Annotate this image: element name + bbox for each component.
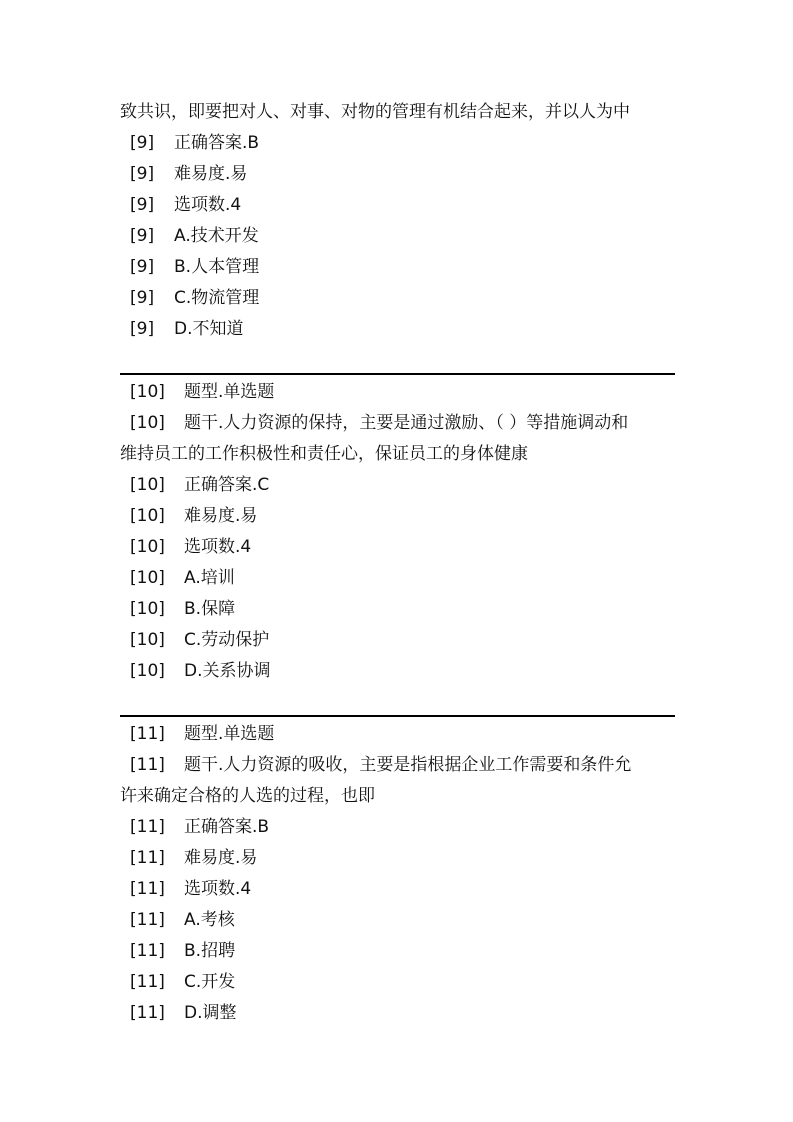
question-number: [11]	[130, 724, 165, 744]
stem-row	[120, 408, 675, 439]
question-number: [11]	[130, 817, 165, 837]
question-number: [10]	[130, 537, 165, 557]
question-number: [10]	[130, 599, 165, 619]
option-a-row	[120, 905, 675, 936]
type-row	[120, 377, 675, 408]
option-d-row	[120, 314, 675, 345]
option-count-row	[120, 532, 675, 563]
option-b: B.人本管理	[174, 257, 260, 277]
difficulty-row	[120, 159, 675, 190]
difficulty-row	[120, 501, 675, 532]
question-number: [10]	[130, 413, 165, 433]
question-number: [11]	[130, 910, 165, 930]
section-divider	[120, 715, 675, 717]
type-row	[120, 719, 675, 750]
option-count: 选项数.4	[184, 537, 252, 557]
question-number: [10]	[130, 568, 165, 588]
option-d: D.调整	[184, 1003, 237, 1023]
question-type: 题型.单选题	[184, 382, 275, 402]
question-type: 题型.单选题	[184, 724, 275, 744]
correct-answer: 正确答案.B	[174, 133, 260, 153]
question-number: [10]	[130, 382, 165, 402]
question-9	[120, 128, 675, 345]
answer-row	[120, 812, 675, 843]
question-11	[120, 719, 675, 1029]
option-a: A.培训	[184, 568, 235, 588]
option-c: C.劳动保护	[184, 630, 270, 650]
option-d: D.不知道	[174, 319, 244, 339]
option-a-row	[120, 221, 675, 252]
question-number: [9]	[130, 226, 155, 246]
option-a: A.考核	[184, 910, 235, 930]
question-stem-line2: 许来确定合格的人选的过程，也即	[120, 786, 375, 806]
difficulty: 难易度.易	[174, 164, 248, 184]
correct-answer: 正确答案.C	[184, 475, 270, 495]
option-b-row	[120, 252, 675, 283]
option-count: 选项数.4	[174, 195, 242, 215]
answer-row	[120, 470, 675, 501]
question-10	[120, 377, 675, 687]
question-stem-line1: 题干.人力资源的保持，主要是通过激励、（ ）等措施调动和	[184, 413, 629, 433]
option-a: A.技术开发	[174, 226, 259, 246]
question-number: [10]	[130, 475, 165, 495]
question-number: [11]	[130, 879, 165, 899]
question-stem-line1: 题干.人力资源的吸收，主要是指根据企业工作需要和条件允	[184, 755, 632, 775]
option-d-row	[120, 656, 675, 687]
option-c-row	[120, 967, 675, 998]
question-number: [9]	[130, 288, 155, 308]
option-b-row	[120, 594, 675, 625]
option-c: C.物流管理	[174, 288, 260, 308]
option-c: C.开发	[184, 972, 236, 992]
question-number: [10]	[130, 630, 165, 650]
continuation-text: 致共识，即要把对人、对事、对物的管理有机结合起来，并以人为中	[120, 102, 630, 122]
question-number: [10]	[130, 661, 165, 681]
question-number: [9]	[130, 319, 155, 339]
option-count: 选项数.4	[184, 879, 252, 899]
correct-answer: 正确答案.B	[184, 817, 270, 837]
option-count-row	[120, 190, 675, 221]
question-number: [11]	[130, 941, 165, 961]
question-number: [9]	[130, 257, 155, 277]
option-d: D.关系协调	[184, 661, 271, 681]
option-a-row	[120, 563, 675, 594]
difficulty-row	[120, 843, 675, 874]
question-number: [11]	[130, 972, 165, 992]
option-d-row	[120, 998, 675, 1029]
question-stem-line2: 维持员工的工作积极性和责任心，保证员工的身体健康	[120, 444, 528, 464]
option-b: B.保障	[184, 599, 236, 619]
question-number: [9]	[130, 164, 155, 184]
difficulty: 难易度.易	[184, 848, 258, 868]
difficulty: 难易度.易	[184, 506, 258, 526]
option-b-row	[120, 936, 675, 967]
option-b: B.招聘	[184, 941, 236, 961]
section-divider	[120, 373, 675, 375]
stem-row	[120, 750, 675, 781]
option-count-row	[120, 874, 675, 905]
option-c-row	[120, 283, 675, 314]
question-number: [9]	[130, 195, 155, 215]
question-number: [11]	[130, 1003, 165, 1023]
option-c-row	[120, 625, 675, 656]
answer-row	[120, 128, 675, 159]
question-number: [9]	[130, 133, 155, 153]
question-number: [11]	[130, 755, 165, 775]
document-content	[120, 97, 675, 1029]
question-number: [11]	[130, 848, 165, 868]
question-number: [10]	[130, 506, 165, 526]
